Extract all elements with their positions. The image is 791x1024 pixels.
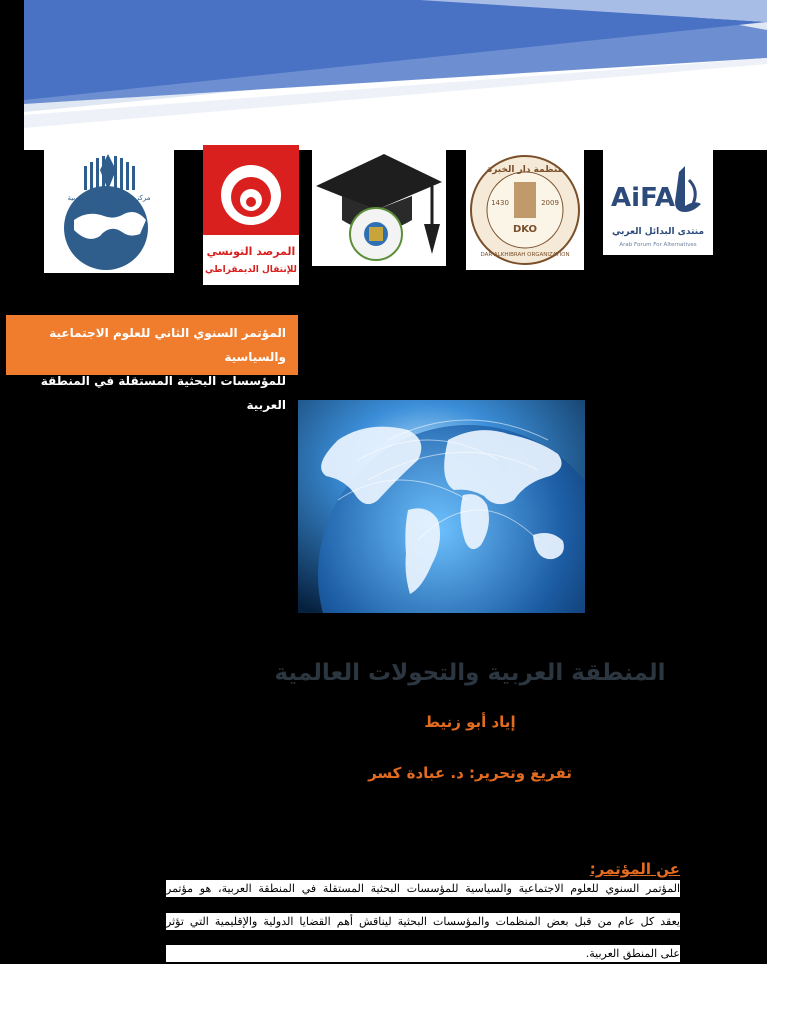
observatory-line1: المرصد التونسي — [206, 245, 296, 258]
globe-image — [298, 400, 585, 613]
header-banner — [0, 0, 767, 150]
dko-arabic: منظمة دار الخبرة — [486, 165, 564, 175]
afa-mark: AiFA — [611, 183, 675, 213]
dko-year-gregorian: 2009 — [541, 199, 559, 207]
editor-credit: تفريغ وتحرير: د. عبادة كسر — [368, 764, 572, 782]
graduation-cap-logo — [312, 148, 446, 266]
dko-year-hijri: 1430 — [491, 199, 509, 207]
caus-logo-text: مركز دراسات الوحدة العربية — [67, 194, 151, 202]
about-line-1: المؤتمر السنوي للعلوم الاجتماعية والسياسية للمؤسسات البحثية المستقلة في المنطقة العربية، هو مؤتمر — [166, 882, 680, 895]
conference-line-2: للمؤسسات البحثية المستقلة في المنطقة العربية — [40, 374, 286, 412]
about-line-3: على المنطق العربية. — [166, 945, 680, 962]
afa-logo — [603, 150, 713, 255]
about-line-2: يعقد كل عام من قبل بعض المنظمات والمؤسسات البحثية ليناقش أهم القضايا الدولية والإقليمية التي تؤثر — [166, 915, 680, 928]
dko-logo — [466, 150, 584, 270]
caus-logo — [44, 148, 174, 273]
afa-arabic: منتدى البدائل العربي — [611, 227, 705, 237]
observatory-line2: للإنتقال الديمقراطي — [205, 265, 297, 275]
conference-box — [6, 315, 298, 412]
document-title: المنطقة العربية والتحولات العالمية — [274, 660, 666, 686]
afa-english: Arab Forum For Alternatives — [619, 242, 697, 248]
author-name: إياد أبو زنيط — [424, 713, 516, 731]
observatory-logo — [203, 145, 299, 285]
about-heading: عن المؤتمر: — [589, 860, 680, 878]
conference-line-1: المؤتمر السنوي الثاني للعلوم الاجتماعية والسياسية — [49, 326, 286, 364]
dko-mark: DKO — [512, 224, 538, 235]
dko-english: DAR ALKHIBRAH ORGANIZATION — [480, 252, 570, 258]
